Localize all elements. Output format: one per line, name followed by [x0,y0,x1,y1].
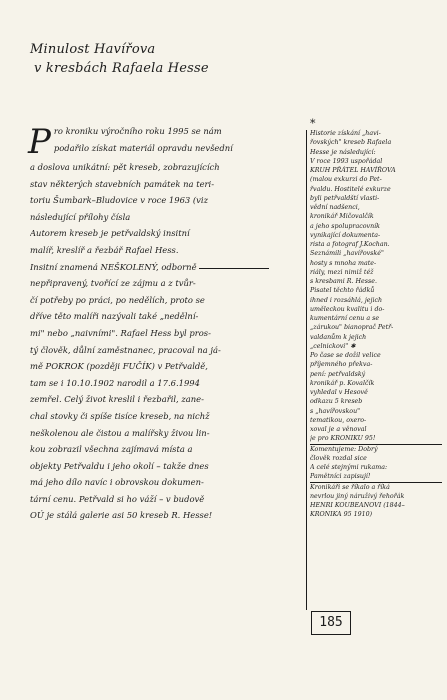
side-note-line: Seznámili „havířovské" [310,250,384,258]
main-text-line: čí potřeby po práci, po nedělích, proto se [30,294,205,305]
main-text-line: mi" nebo „naivními". Rafael Hess byl pros- [30,327,211,338]
side-note-line: „zárukou" bianoprač Petř- [310,324,394,332]
side-note-line: pení: petřvaldský [310,370,366,378]
document-title [30,40,250,78]
main-text-line: má jeho dílo navíc i obrovskou dokumen- [30,477,204,488]
side-note-line: s kresbami R. Hesse. [310,278,377,285]
main-text-line: mě POKROK (později FUČÍK) v Petřvaldě, [30,361,208,372]
side-note-line: kumentární cenu a se [310,315,380,322]
main-text-line: objekty Petřvaldu i jeho okolí – takže dnes [30,460,209,471]
side-note-line: ihned i rozsáhlá, jejich [310,296,383,304]
main-text-line: chal stovky či spíše tisíce kreseb, na nichž [30,410,210,421]
title-line-2: v kresbách Rafaela Hesse [34,61,209,76]
side-note-line: KRONIKA 95 1910) [310,511,373,519]
side-note-line: odkazu 5 kreseb [310,398,363,406]
main-text-line: dříve těto malíři nazývali také „nedělní- [30,311,199,322]
title-line-1: Minulost Havířova [30,42,156,57]
side-note-line: hosty s mnoha mate- [310,259,377,267]
side-note-line: Komentujeme: Dobrý [310,445,378,453]
side-note-line: tematikou, oxero- [310,416,367,424]
side-note-line: a jeho spolupracovník [310,222,380,230]
side-note-line: Hesse je následující: [310,148,376,156]
side-note-line: vynikající dokumenta- [310,231,381,239]
side-note-line: kronikář p. Kovalčík [310,379,375,387]
main-text-line: tární cenu. Petřvald si ho váží – v budově [30,493,205,504]
side-note-line: Kronikáři se říkalo a říká [310,483,390,491]
main-text-line: a doslova unikátní: pět kreseb, zobrazujících [30,162,220,172]
side-note-line: uměleckou kvalitu i do- [310,305,385,313]
main-text-line: stav některých stavebních památek na teri- [30,178,215,189]
main-text-line: Autorem kreseb je petřvaldský insitní [30,228,190,239]
side-note-line: nevrlou jiný náruživý řehořák [310,492,405,500]
main-text-line: OÚ je stálá galerie asi 50 kreseb R. Hesse! [30,510,213,521]
side-note-line: Pisatel těchto řádků [310,287,375,295]
side-note-line: s „havířovskou" [310,407,361,415]
drop-cap: P [28,122,51,162]
main-text-line: zemřel. Celý život kreslil i řezbařil, zane- [30,394,204,405]
main-text-line: následující přílohy čísla [30,211,131,222]
side-note-line: příjemného překva- [310,361,373,369]
side-note-line: riály, mezi nimiž též [310,268,374,276]
side-note-line: vyhledal v Hesově [310,389,368,396]
side-note-line: Pamětníci zapisují! [310,472,442,482]
side-note-line: člověk rozdal sice [310,454,367,462]
side-note-line: kronikář Mičovalčík [310,213,374,221]
side-note-line: V roce 1993 uspořádal [310,157,383,165]
main-text-line: kou zobrazil všechna zajímavá místa a [30,444,193,455]
main-text-line: tam se i 10.10.1902 narodil a 17.6.1994 [30,377,200,388]
side-note-line: A celé stejnými rukama: [310,464,388,471]
side-note-line: HENRI KOUBEANOVI (1844– [310,502,405,509]
side-note-line: je pro KRONIKU 95! [310,434,442,444]
side-note-line: Po čase se dožil velice [310,352,381,359]
side-note-line: xoval je a věnoval [310,426,367,433]
main-text-line: Insitní znamená NEŠKOLENÝ, odborně [30,261,197,272]
main-text-line: nepřipravený, tvořící ze zájmu a z tvůr- [30,278,196,289]
name-underline [199,268,269,269]
side-note-line: vědní nadšenci, [310,204,360,211]
side-note-line: Historie získání „havi- [310,130,381,137]
side-note-divider [306,130,307,610]
page-number: 185 [311,611,351,635]
side-note-line: „celnickovi" ✱ [310,342,356,350]
side-note-star: * [310,118,316,129]
side-note-line: KRUH PŘÁTEL HAVÍŘOVA [310,167,396,174]
main-text-line: neškolenou ale čistou a malířsky živou lin- [30,427,210,438]
side-note [310,118,442,520]
side-note-line: řovských" kreseb Rafaela [310,139,392,147]
side-note-line: rista a fotograf J.Kochan. [310,241,390,248]
main-text-line: ro kroniku výročního roku 1995 se nám [53,126,222,136]
main-text-line: toriu Šumbark–Bludovice v roce 1963 (viz [30,195,209,206]
main-text-line: podařilo získat materiál opravdu nevšední [53,142,233,153]
main-text-line: malíř, kreslíř a řezbář Rafael Hess. [30,244,179,255]
side-note-line: (malou exkurzi do Pet- [310,176,382,184]
main-text-line: tý člověk, důlní zaměstnanec, pracoval na já- [30,344,221,355]
side-note-line: byli petřvaldští vlasti- [310,194,380,202]
main-text [30,123,306,524]
side-note-line: řvaldu. Hostitelé exkurze [310,185,391,193]
side-note-line: valdanům k jejich [310,333,367,341]
